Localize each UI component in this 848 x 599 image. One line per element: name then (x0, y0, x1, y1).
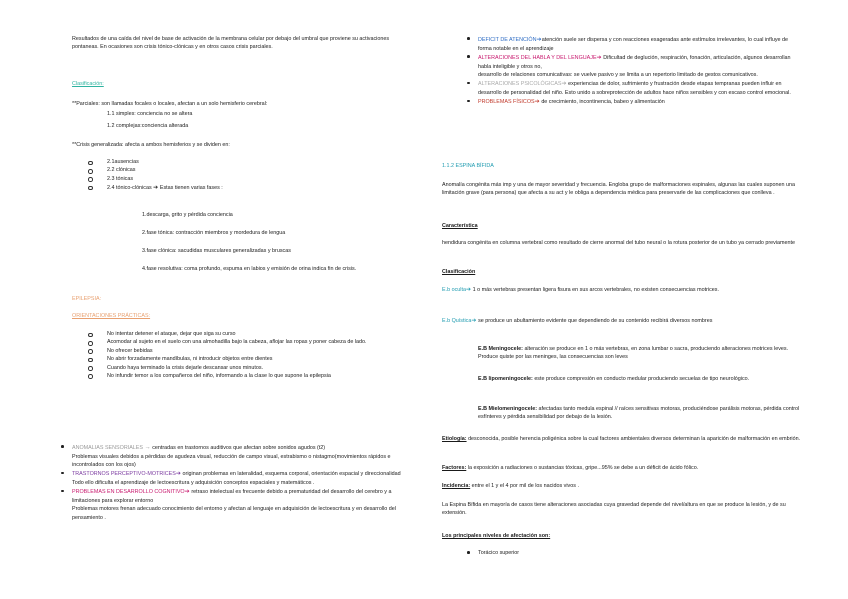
problemas-detail: Problemas motores frenan adecuado conocimiento del entorno y afectan al lenguaje en adquisición de lectoescritura y en desarrollo del pensamiento . (72, 506, 396, 521)
oculta-label: E.b oculta (442, 287, 466, 293)
quistica-paragraph (442, 316, 802, 326)
etiologia-paragraph (442, 435, 802, 443)
trastornos-rest: originan problemas en lateralidad, esquema corporal, orientación espacial y direccionalidad (182, 471, 401, 478)
list-item: 2.1ausencias (107, 158, 402, 166)
clasificacion-heading: Clasificación (442, 269, 476, 275)
list-item (478, 53, 802, 71)
arrow-right-icon: ➔ (536, 36, 542, 43)
generalizada-list (72, 158, 402, 193)
habla-detail: desarrollo de relaciones comunicativas: se vuelve pasivo y se limita a un repertorio limitado de gestos comunicativos. (478, 71, 758, 78)
list-item (72, 443, 402, 453)
meningocele-label: E.B Meningocele: (478, 346, 523, 352)
list-item: No infundir temor a los compañeros del niño, informando a la clase lo que supone la epilepsia (107, 372, 382, 380)
tonico-rest: Estas tienen varias fases : (159, 185, 223, 192)
factores-label: Factores: (442, 465, 467, 471)
caracteristica-paragraph: hendidura congénita en columna vertebral como resultado de cierre anormal del tubo neural o la rotura posterior de un tubo ya cerrado previamente (442, 240, 795, 246)
list-item: Torácico superior (478, 549, 802, 557)
meningocele-paragraph (442, 345, 802, 362)
clasificacion-heading: Clasificación: (72, 81, 104, 87)
incidencia-label: Incidencia: (442, 483, 471, 489)
quistica-label: E.b Quística (442, 318, 472, 324)
fase-item: 2.fase tónica: contracción miembros y mordedura de lengua (142, 230, 286, 236)
lipomeningocele-rest: este produce compresión en conducto medular produciendo secuelas de tipo neurológico. (534, 376, 750, 382)
lipomeningocele-paragraph (442, 375, 802, 383)
niveles-heading: Los principales niveles de afectación son: (442, 533, 551, 539)
meningocele-rest: alteración se produce en 1 o más vertebras, en zona lumbar o sacra, produciendo alteraciones motrices leves. Produce quiste por las meninges, las consecuencias son leves (478, 346, 789, 361)
list-item: No abrir forzadamente mandíbulas, ni introducir objetos entre dientes (107, 355, 382, 363)
anomalias-detail: Problemas visuales debidos a pérdidas de agudeza visual, reducción de campo visual, estrabismo o nistagmo(movimientos rápidos e incontrolados con los ojos) (72, 453, 391, 468)
factores-rest: la exposición a radiaciones o sustancias tóxicas, gripe...95% se debe a un déficit de ácido fólico. (467, 465, 699, 471)
arrow-right-icon: ➔ (596, 53, 602, 61)
caracteristica-heading: Característica (442, 223, 478, 229)
incidencia-rest: entre el 1 y el 4 por mil de los nacidos vivos . (471, 483, 579, 489)
parciales-item: 1.2 complejas:conciencia alterada (107, 123, 189, 129)
orientaciones-heading: ORIENTACIONES PRÁCTICAS: (72, 313, 151, 319)
list-item (478, 97, 802, 107)
anomalias-label: ANOMALIAS SENSORIALES (72, 445, 143, 451)
arrow-right-icon: ➔ (153, 184, 159, 192)
deficit-rest: atención suele ser dispersa y con reacciones exageradas ante estímulos irrelevantes, lo cual influye de forma notable en el aprendizaje (478, 37, 789, 52)
arrow-right-icon: ➔ (465, 286, 472, 293)
oculta-rest: 1 o más vertebras presentan ligera fisura en sus arcos vertebrales, no existen consecuencias motrices. (472, 287, 719, 293)
trastornos-detail: Todo ello dificulta el aprendizaje de lectoescritura y adquisición conceptos espaciales y matemáticos . (72, 479, 315, 486)
arrow-right-icon: ➔ (471, 317, 477, 324)
espina-heading: 1.1.2 ESPINA BÍFIDA (442, 163, 494, 169)
alteraciones-list (442, 35, 802, 107)
mielomeningocele-paragraph (442, 405, 802, 422)
mielomeningocele-rest: afectadas tanto medula espinal // raíces sensitivas motoras, produciéndose parálisis motoras, pérdida control esfínteres y pérdida sensibilidad por debajo de la lesión. (478, 406, 800, 421)
arrow-right-icon: ➔ (184, 488, 190, 496)
oculta-paragraph (442, 285, 802, 295)
fisicos-rest: de crecimiento, incontinencia, babeo y alimentación (541, 99, 665, 106)
parciales-item: 1.1 simples: conciencia no se altera (107, 111, 193, 117)
fisicos-label: PROBLEMAS FÍSICOS (478, 99, 535, 106)
arrow-right-icon: ➔ (561, 80, 567, 88)
list-item (478, 79, 802, 97)
list-item (72, 469, 402, 479)
list-item (478, 35, 802, 53)
list-item (72, 487, 402, 505)
generalizada-text: **Crisis generalizada: afecta a ambos hemisferios y se dividen en: (72, 142, 230, 148)
niveles-list (442, 549, 802, 557)
deficit-label: DEFICIT DE ATENCIÓN (478, 37, 537, 43)
trastornos-label: TRASTORNOS PERCEPTIVO-MOTRICES (72, 471, 176, 478)
habla-rest: Dificultad de deglución, respiración, fonación, articulación, algunos desarrollan habla inteligible y otros no, (478, 54, 791, 70)
arrow-right-icon: ➔ (175, 470, 182, 478)
intro-paragraph: Resultados de una caída del nivel de base de activación de la membrana celular por debajo del umbral que proviene su activaciones pontaneas. En ocasiones son crisis tónico-clónicas y en otros casos crisis parciales. (72, 36, 390, 51)
etiologia-label: Etiología: (442, 436, 467, 442)
epilepsia-heading: EPILEPSIA: (72, 296, 102, 302)
fase-item: 4.fase resolutiva: coma profundo, espuma en labios y emisión de orina indica fin de crisis. (142, 266, 357, 272)
list-item: No intentar detener el ataque, dejar que siga su curso (107, 330, 382, 338)
incidencia-paragraph (442, 482, 802, 490)
parciales-text: **Parciales: son llamadas focales o locales, afectan a un solo hemisferio cerebral: (72, 101, 268, 107)
fase-item: 1.descarga, grito y pérdida conciencia (142, 212, 233, 218)
habla-label: ALTERACIONES DEL HABLA Y DEL LENGUAJE (478, 54, 597, 61)
anomalia-paragraph: Anomalía congénita más imp y una de mayor severidad y frecuencia. Engloba grupo de malformaciones espinales, algunas las cuales suponen una limitación grave (para persona) que afecta a su act y le obliga a dependencia médica para preservarle de las complicaciones que conlleva . (442, 182, 795, 197)
list-item (107, 183, 402, 193)
mielomeningocele-label: E.B Mielomeningocele: (478, 406, 538, 412)
psico-rest: experiencias de dolor, sufrimiento y frustración desde etapas tempranas pueden influir en desarrollo de personalidad del niño. Esto unido a sobreprotección de adultos hace niños sensibles y con escaso control emocional. (478, 81, 791, 96)
psico-label: ALTERACIONES PSICOLÓGICAS (478, 81, 562, 88)
list-item: No ofrecer bebidas (107, 347, 382, 355)
factores-paragraph (442, 464, 802, 472)
list-item: Acomodar al sujeto en el suelo con una almohadilla bajo la cabeza, aflojar las ropas y poner cabeza de lado. (107, 338, 382, 346)
disorders-list (72, 443, 402, 522)
orientaciones-list (72, 330, 402, 380)
arrow-right-icon: → (144, 444, 151, 451)
espina-mayoria-paragraph: La Espina Bífida en mayoría de casos tiene alteraciones asociadas cuya gravedad depende del nivel/altura en que se produce la lesión, y de su extensión. (442, 502, 786, 517)
list-item: 2.2 clónicas (107, 166, 402, 174)
anomalias-rest: centradas en trastornos auditivos que afectan sobre sonidos agudos (t2) (152, 445, 326, 451)
arrow-right-icon: ➔ (534, 98, 540, 106)
list-item: 2.3 tónicas (107, 175, 402, 183)
list-item: Cuando haya terminado la crisis dejarle descansar unos minutos. (107, 364, 382, 372)
etiologia-rest: desconocida, posible herencia poligénica sobre la cual factores ambientales diversos determinan la aparición de malformación en embrión. (468, 436, 801, 442)
problemas-label: PROBLEMAS EN DESARROLLO COGNITIVO (72, 489, 185, 496)
quistica-rest: se produce un abultamiento evidente que dependiendo de su contenido recibirá diversos nombres (478, 318, 713, 324)
lipomeningocele-label: E.B lipomeningocele: (478, 376, 533, 382)
problemas-rest: retraso intelectual es frecuente debido a prematuridad del desarrollo del cerebro y a limitaciones para explorar entorno (72, 489, 392, 504)
fase-item: 3.fase clónica: sacudidas musculares generalizadas y bruscas (142, 248, 291, 254)
tonico-label: 2.4 tónico-clónicas (107, 185, 152, 192)
